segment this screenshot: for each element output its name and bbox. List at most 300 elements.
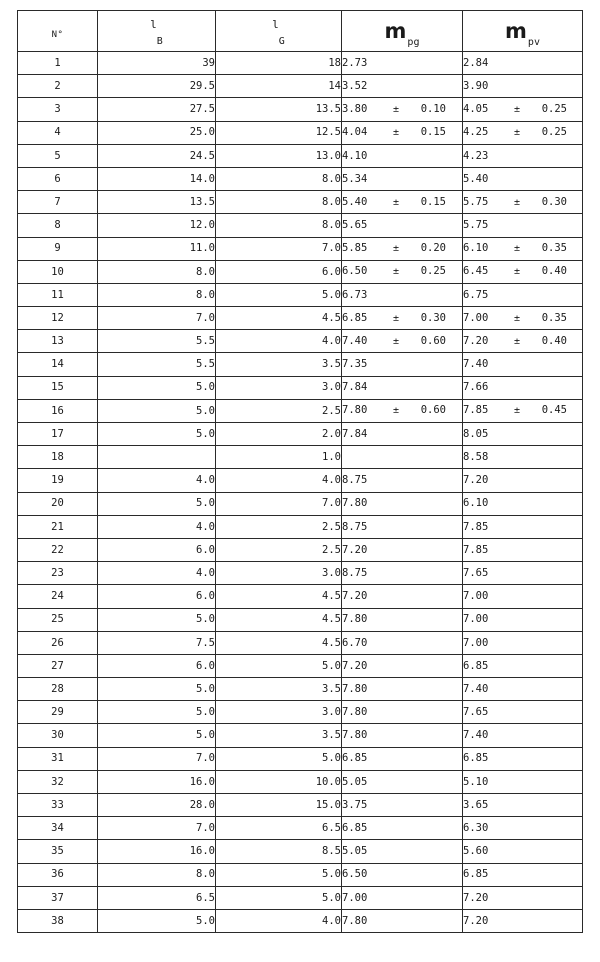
mpg-value: 6.85: [342, 822, 368, 835]
cell-lg: 14: [216, 75, 342, 98]
mpg-value: 6.50: [342, 868, 368, 881]
table-row: [18, 817, 583, 840]
cell-mpg: [342, 399, 463, 422]
table-row: [18, 446, 583, 469]
cell-lg: 7.0: [216, 492, 342, 515]
cell-mpv: [463, 608, 583, 631]
cell-lg: 2.0: [216, 423, 342, 446]
cell-lb: 39: [98, 52, 216, 75]
plus-minus-sign: ±: [513, 405, 521, 417]
cell-mpv: [463, 307, 583, 330]
table-row: [18, 214, 583, 237]
mpv-value: 7.40: [463, 358, 489, 371]
mpg-error: 0.30: [420, 311, 446, 324]
cell-lb: 5.5: [98, 330, 216, 353]
mpg-value: 7.20: [342, 590, 368, 603]
cell-lg: 4.5: [216, 585, 342, 608]
cell-mpg: [342, 376, 463, 399]
cell-lb: 7.0: [98, 747, 216, 770]
cell-lb: 11.0: [98, 237, 216, 260]
mpv-value: 7.66: [463, 381, 489, 394]
mpv-error: 0.40: [541, 334, 567, 347]
mpv-value: 7.00: [463, 311, 489, 324]
header-no: [18, 11, 98, 52]
cell-number: 11: [18, 283, 98, 306]
cell-mpv: [463, 237, 583, 260]
table-row: [18, 260, 583, 283]
plus-minus-sign: ±: [513, 127, 521, 139]
cell-mpv: [463, 678, 583, 701]
cell-number: 12: [18, 307, 98, 330]
cell-mpv: [463, 538, 583, 561]
table-row: [18, 237, 583, 260]
cell-lg: 4.5: [216, 608, 342, 631]
cell-number: 6: [18, 167, 98, 190]
cell-mpg: [342, 678, 463, 701]
header-mpg-symbol: m: [384, 19, 407, 43]
table-body: [18, 52, 583, 933]
mpg-value: 6.85: [342, 752, 368, 765]
mpv-value: 6.10: [463, 242, 489, 255]
cell-lb: 14.0: [98, 167, 216, 190]
cell-lg: 4.5: [216, 307, 342, 330]
mpv-value: 7.00: [463, 613, 489, 626]
cell-mpv: [463, 747, 583, 770]
mpv-value: 3.90: [463, 80, 489, 93]
cell-mpg: [342, 144, 463, 167]
cell-mpg: [342, 515, 463, 538]
cell-mpv: [463, 446, 583, 469]
mpg-value: 4.04: [342, 126, 368, 139]
header-mpg: [342, 11, 463, 52]
cell-lg: 12.5: [216, 121, 342, 144]
mpg-value: 7.84: [342, 427, 368, 440]
cell-lg: 4.5: [216, 631, 342, 654]
plus-minus-sign: ±: [392, 335, 400, 347]
cell-mpg: [342, 492, 463, 515]
cell-lb: 8.0: [98, 260, 216, 283]
cell-mpv: [463, 794, 583, 817]
mpg-error: 0.60: [420, 334, 446, 347]
plus-minus-sign: ±: [513, 103, 521, 115]
cell-number: 18: [18, 446, 98, 469]
cell-mpv: [463, 886, 583, 909]
cell-lb: 5.0: [98, 399, 216, 422]
table-row: [18, 863, 583, 886]
cell-lb: 4.0: [98, 515, 216, 538]
mpg-value: 7.40: [342, 334, 368, 347]
cell-lb: 24.5: [98, 144, 216, 167]
mpg-value: 7.20: [342, 543, 368, 556]
mpg-error: 0.15: [420, 195, 446, 208]
cell-mpv: [463, 654, 583, 677]
cell-lg: 5.0: [216, 283, 342, 306]
cell-lg: 4.0: [216, 330, 342, 353]
table-row: [18, 330, 583, 353]
mpv-value: 7.00: [463, 590, 489, 603]
mpg-value: 5.05: [342, 845, 368, 858]
cell-lg: 13.5: [216, 98, 342, 121]
cell-mpv: [463, 52, 583, 75]
table-row: [18, 191, 583, 214]
cell-lb: 6.5: [98, 886, 216, 909]
cell-lg: 3.5: [216, 678, 342, 701]
cell-mpv: [463, 330, 583, 353]
plus-minus-sign: ±: [392, 405, 400, 417]
table-row: [18, 515, 583, 538]
header-lb: [98, 11, 216, 52]
mpv-error: 0.25: [541, 126, 567, 139]
table-row: [18, 538, 583, 561]
cell-lb: 6.0: [98, 654, 216, 677]
cell-mpv: [463, 167, 583, 190]
cell-mpg: [342, 167, 463, 190]
mpg-value: 7.80: [342, 729, 368, 742]
cell-number: 24: [18, 585, 98, 608]
mpg-value: 7.80: [342, 706, 368, 719]
table-row: [18, 283, 583, 306]
table-row: [18, 167, 583, 190]
mpv-value: 3.65: [463, 798, 489, 811]
mpv-value: 7.00: [463, 636, 489, 649]
mpg-value: 2.73: [342, 56, 368, 69]
cell-number: 16: [18, 399, 98, 422]
cell-number: 19: [18, 469, 98, 492]
mpg-value: 3.52: [342, 80, 368, 93]
cell-mpv: [463, 840, 583, 863]
mpv-value: 7.85: [463, 404, 489, 417]
mpg-value: 4.10: [342, 149, 368, 162]
mpv-error: 0.35: [541, 242, 567, 255]
table-row: [18, 98, 583, 121]
cell-lg: 18: [216, 52, 342, 75]
mpg-value: 7.80: [342, 613, 368, 626]
cell-number: 26: [18, 631, 98, 654]
cell-lb: 5.0: [98, 701, 216, 724]
cell-mpg: [342, 562, 463, 585]
mpv-value: 6.75: [463, 288, 489, 301]
cell-mpg: [342, 260, 463, 283]
header-mpv-symbol: m: [505, 19, 527, 43]
cell-mpg: [342, 770, 463, 793]
table-row: [18, 121, 583, 144]
mpv-value: 7.65: [463, 566, 489, 579]
cell-lb: [98, 446, 216, 469]
mpv-value: 6.85: [463, 752, 489, 765]
cell-mpg: [342, 423, 463, 446]
mpv-value: 4.05: [463, 102, 489, 115]
mpg-value: 7.80: [342, 497, 368, 510]
mpg-value: 7.80: [342, 682, 368, 695]
cell-lb: 6.0: [98, 585, 216, 608]
cell-lb: 5.0: [98, 678, 216, 701]
cell-lb: 7.0: [98, 817, 216, 840]
mpg-value: 6.70: [342, 636, 368, 649]
plus-minus-sign: ±: [513, 335, 521, 347]
cell-lg: 6.5: [216, 817, 342, 840]
cell-mpv: [463, 492, 583, 515]
cell-lb: 5.0: [98, 724, 216, 747]
cell-lg: 5.0: [216, 886, 342, 909]
mpv-value: 7.85: [463, 520, 489, 533]
cell-mpg: [342, 52, 463, 75]
cell-lg: 5.0: [216, 863, 342, 886]
mpv-value: 6.10: [463, 497, 489, 510]
mpg-value: 5.34: [342, 172, 368, 185]
cell-lb: 5.0: [98, 492, 216, 515]
cell-mpg: [342, 840, 463, 863]
cell-number: 2: [18, 75, 98, 98]
cell-mpg: [342, 909, 463, 932]
mpv-value: 7.40: [463, 682, 489, 695]
mpg-value: 3.75: [342, 798, 368, 811]
mpv-value: 6.85: [463, 868, 489, 881]
mpg-value: 7.20: [342, 659, 368, 672]
table-row: [18, 701, 583, 724]
header-lg: [216, 11, 342, 52]
cell-mpv: [463, 144, 583, 167]
header-mpg-subscript: pg: [407, 37, 420, 48]
cell-number: 31: [18, 747, 98, 770]
mpv-value: 7.20: [463, 474, 489, 487]
mpg-value: 6.50: [342, 265, 368, 278]
cell-mpv: [463, 863, 583, 886]
cell-lb: 8.0: [98, 863, 216, 886]
cell-mpg: [342, 98, 463, 121]
mpv-value: 5.40: [463, 172, 489, 185]
cell-mpv: [463, 75, 583, 98]
cell-lg: 4.0: [216, 469, 342, 492]
header-lb-symbol: l: [150, 17, 157, 31]
table-row: [18, 770, 583, 793]
mpv-value: 8.58: [463, 451, 489, 464]
cell-lb: 16.0: [98, 770, 216, 793]
mpv-value: 4.25: [463, 126, 489, 139]
cell-mpg: [342, 654, 463, 677]
cell-lb: 7.5: [98, 631, 216, 654]
table-row: [18, 376, 583, 399]
table-row: [18, 678, 583, 701]
cell-mpg: [342, 701, 463, 724]
mpv-value: 6.30: [463, 822, 489, 835]
plus-minus-sign: ±: [392, 266, 400, 278]
cell-lb: 4.0: [98, 562, 216, 585]
mpg-error: 0.15: [420, 126, 446, 139]
table-row: [18, 608, 583, 631]
cell-lg: 5.0: [216, 654, 342, 677]
mpg-value: 6.73: [342, 288, 368, 301]
cell-mpg: [342, 446, 463, 469]
mpv-value: 4.23: [463, 149, 489, 162]
cell-mpv: [463, 214, 583, 237]
cell-lg: 4.0: [216, 909, 342, 932]
table-row: [18, 469, 583, 492]
table-row: [18, 840, 583, 863]
cell-mpv: [463, 909, 583, 932]
mpg-value: 7.84: [342, 381, 368, 394]
cell-mpv: [463, 724, 583, 747]
cell-number: 35: [18, 840, 98, 863]
mpv-error: 0.30: [541, 195, 567, 208]
cell-number: 4: [18, 121, 98, 144]
mpv-value: 6.85: [463, 659, 489, 672]
mpv-error: 0.45: [541, 404, 567, 417]
mpg-value: 5.85: [342, 242, 368, 255]
cell-lb: 16.0: [98, 840, 216, 863]
mpg-error: 0.60: [420, 404, 446, 417]
cell-lg: 8.0: [216, 214, 342, 237]
cell-lb: 29.5: [98, 75, 216, 98]
cell-lb: 5.5: [98, 353, 216, 376]
cell-mpv: [463, 701, 583, 724]
cell-lg: 13.0: [216, 144, 342, 167]
cell-mpv: [463, 770, 583, 793]
cell-mpg: [342, 817, 463, 840]
cell-lg: 3.0: [216, 562, 342, 585]
mpv-error: 0.35: [541, 311, 567, 324]
cell-number: 23: [18, 562, 98, 585]
cell-mpv: [463, 353, 583, 376]
cell-lg: 8.5: [216, 840, 342, 863]
mpv-value: 5.10: [463, 775, 489, 788]
cell-mpg: [342, 191, 463, 214]
plus-minus-sign: ±: [392, 243, 400, 255]
table-row: [18, 747, 583, 770]
header-lb-subscript: B: [156, 35, 163, 47]
mpg-value: 5.05: [342, 775, 368, 788]
mpv-error: 0.25: [541, 102, 567, 115]
table-row: [18, 562, 583, 585]
cell-number: 32: [18, 770, 98, 793]
cell-lb: 28.0: [98, 794, 216, 817]
mpv-value: 7.85: [463, 543, 489, 556]
cell-lg: 3.5: [216, 724, 342, 747]
cell-lg: 10.0: [216, 770, 342, 793]
mpv-value: 7.20: [463, 891, 489, 904]
cell-mpg: [342, 307, 463, 330]
cell-lb: 5.0: [98, 608, 216, 631]
mpv-value: 7.65: [463, 706, 489, 719]
cell-number: 3: [18, 98, 98, 121]
cell-number: 7: [18, 191, 98, 214]
cell-mpg: [342, 886, 463, 909]
cell-mpv: [463, 515, 583, 538]
cell-mpg: [342, 538, 463, 561]
cell-mpv: [463, 469, 583, 492]
cell-number: 30: [18, 724, 98, 747]
cell-lb: 5.0: [98, 423, 216, 446]
cell-mpv: [463, 423, 583, 446]
table-row: [18, 423, 583, 446]
table-row: [18, 654, 583, 677]
mpv-value: 7.20: [463, 914, 489, 927]
mpv-error: 0.40: [541, 265, 567, 278]
plus-minus-sign: ±: [513, 243, 521, 255]
data-table: [17, 10, 583, 933]
mpg-value: 7.35: [342, 358, 368, 371]
cell-mpg: [342, 747, 463, 770]
cell-number: 15: [18, 376, 98, 399]
table-row: [18, 307, 583, 330]
table-row: [18, 75, 583, 98]
table-row: [18, 585, 583, 608]
mpv-value: 6.45: [463, 265, 489, 278]
cell-mpg: [342, 330, 463, 353]
mpv-value: 2.84: [463, 56, 489, 69]
cell-mpv: [463, 562, 583, 585]
mpg-value: 5.65: [342, 219, 368, 232]
cell-lb: 8.0: [98, 283, 216, 306]
cell-number: 27: [18, 654, 98, 677]
cell-mpg: [342, 75, 463, 98]
mpg-error: 0.25: [420, 265, 446, 278]
cell-number: 10: [18, 260, 98, 283]
header-mpv: [463, 11, 583, 52]
table-row: [18, 794, 583, 817]
table-header: [18, 11, 583, 52]
cell-lg: 5.0: [216, 747, 342, 770]
cell-lb: 7.0: [98, 307, 216, 330]
cell-number: 37: [18, 886, 98, 909]
cell-lb: 25.0: [98, 121, 216, 144]
mpg-value: 8.75: [342, 566, 368, 579]
mpv-value: 5.75: [463, 195, 489, 208]
cell-lg: 3.0: [216, 376, 342, 399]
cell-mpg: [342, 608, 463, 631]
table-row: [18, 909, 583, 932]
cell-number: 29: [18, 701, 98, 724]
cell-lg: 6.0: [216, 260, 342, 283]
cell-number: 20: [18, 492, 98, 515]
mpg-value: 5.40: [342, 195, 368, 208]
mpv-value: 7.20: [463, 334, 489, 347]
mpv-value: 5.75: [463, 219, 489, 232]
cell-number: 33: [18, 794, 98, 817]
plus-minus-sign: ±: [513, 312, 521, 324]
cell-number: 17: [18, 423, 98, 446]
plus-minus-sign: ±: [392, 127, 400, 139]
cell-number: 13: [18, 330, 98, 353]
mpg-error: 0.20: [420, 242, 446, 255]
plus-minus-sign: ±: [513, 266, 521, 278]
cell-number: 25: [18, 608, 98, 631]
cell-lb: 12.0: [98, 214, 216, 237]
cell-lb: 27.5: [98, 98, 216, 121]
cell-number: 36: [18, 863, 98, 886]
cell-lg: 1.0: [216, 446, 342, 469]
mpv-value: 5.60: [463, 845, 489, 858]
cell-mpg: [342, 469, 463, 492]
mpg-value: 7.00: [342, 891, 368, 904]
header-lg-symbol: l: [272, 17, 279, 31]
header-mpv-subscript: pv: [527, 37, 540, 48]
cell-lg: 3.0: [216, 701, 342, 724]
cell-mpv: [463, 121, 583, 144]
cell-number: 8: [18, 214, 98, 237]
mpg-value: 3.80: [342, 102, 368, 115]
mpg-value: 8.75: [342, 474, 368, 487]
header-lg-subscript: G: [278, 35, 285, 47]
cell-lb: 6.0: [98, 538, 216, 561]
table-row: [18, 52, 583, 75]
plus-minus-sign: ±: [392, 312, 400, 324]
cell-lb: 4.0: [98, 469, 216, 492]
cell-mpg: [342, 631, 463, 654]
cell-number: 28: [18, 678, 98, 701]
cell-lg: 7.0: [216, 237, 342, 260]
cell-mpg: [342, 121, 463, 144]
cell-mpv: [463, 191, 583, 214]
